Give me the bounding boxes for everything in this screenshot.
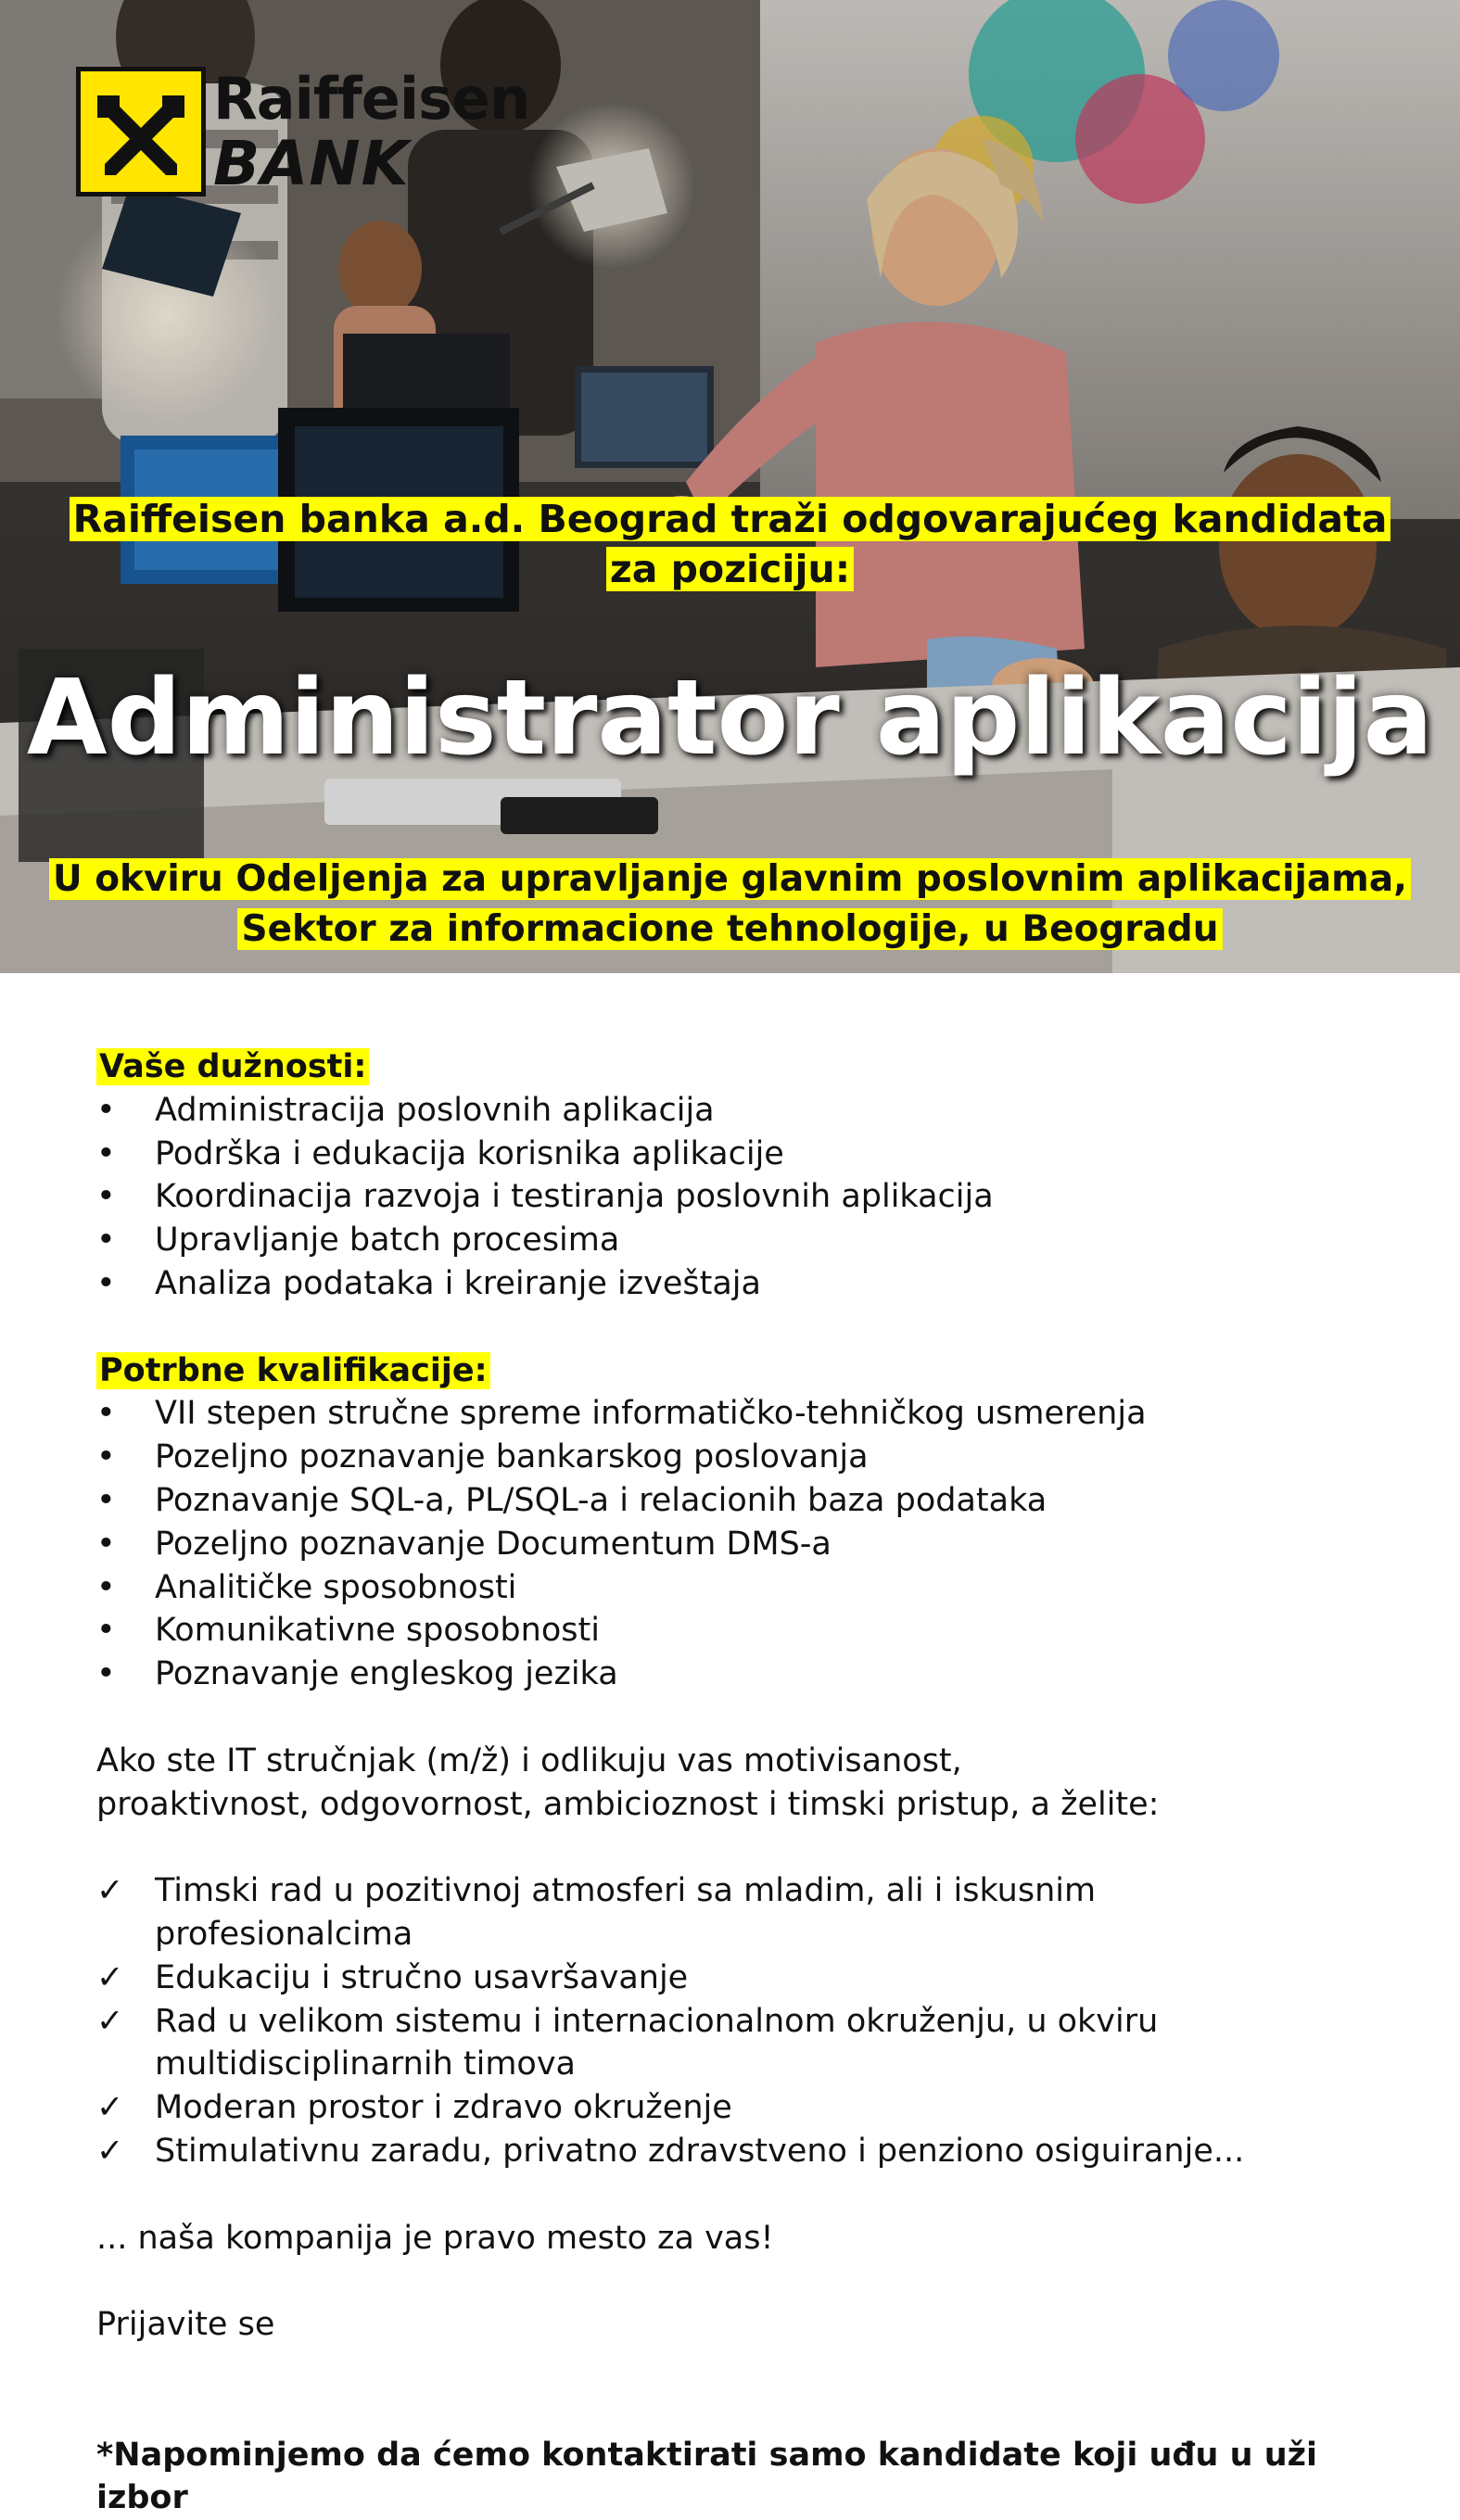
footnote: *Napominjemo da ćemo kontaktirati samo kandidate koji uđu u uži izbor bbox=[96, 2434, 1320, 2520]
offer-list bbox=[96, 1869, 1329, 2173]
qualifications-heading: Potrbne kvalifikacije: bbox=[96, 1349, 1376, 1393]
list-item: ✓ Timski rad u pozitivnoj atmosferi sa mladim, ali i iskusnim profesionalcima bbox=[96, 1869, 1329, 1956]
bullet-icon: • bbox=[96, 1262, 133, 1306]
bullet-icon: • bbox=[96, 1653, 133, 1696]
closing-text: ... naša kompanija je pravo mesto za vas! bbox=[96, 2217, 1376, 2260]
list-item: • Analiza podataka i kreiranje izveštaja bbox=[96, 1262, 1376, 1306]
bullet-icon: • bbox=[96, 1479, 133, 1523]
bullet-icon: • bbox=[96, 1436, 133, 1479]
hero-intro-text: Raiffeisen banka a.d. Beograd traži odgovarajućeg kandidata za poziciju: bbox=[70, 497, 1391, 591]
logo-wordmark bbox=[213, 67, 640, 196]
list-item: ✓ Rad u velikom sistemu i internacionalnom okruženju, u okviru multidisciplinarnih timova bbox=[96, 2000, 1329, 2087]
list-item: ✓ Moderan prostor i zdravo okruženje bbox=[96, 2086, 1329, 2130]
bullet-icon: • bbox=[96, 1566, 133, 1610]
hero-intro bbox=[56, 494, 1404, 594]
list-item: ✓ Stimulativnu zaradu, privatno zdravstveno i penziono osiguiranje... bbox=[96, 2130, 1329, 2173]
department-info bbox=[28, 855, 1432, 955]
bullet-icon: • bbox=[96, 1089, 133, 1133]
list-item: • Poznavanje engleskog jezika bbox=[96, 1653, 1376, 1696]
list-item: • Poznavanje SQL-a, PL/SQL-a i relacionih baza podataka bbox=[96, 1479, 1376, 1523]
list-item: • Komunikativne sposobnosti bbox=[96, 1609, 1376, 1653]
duties-list bbox=[96, 1089, 1376, 1306]
check-icon: ✓ bbox=[96, 2000, 133, 2044]
bullet-icon: • bbox=[96, 1392, 133, 1436]
duties-heading: Vaše dužnosti: bbox=[96, 1045, 1376, 1089]
department-text: U okviru Odeljenja za upravljanje glavnim poslovnim aplikacijama, Sektor za informacione tehnologije, u Beogradu bbox=[49, 858, 1411, 950]
list-item: • Koordinacija razvoja i testiranja poslovnih aplikacija bbox=[96, 1175, 1376, 1219]
list-item: • Pozeljno poznavanje bankarskog poslovanja bbox=[96, 1436, 1376, 1479]
check-icon: ✓ bbox=[96, 2130, 133, 2173]
list-item: • Administracija poslovnih aplikacija bbox=[96, 1089, 1376, 1133]
bullet-icon: • bbox=[96, 1219, 133, 1262]
bullet-icon: • bbox=[96, 1175, 133, 1219]
gables-cross-icon bbox=[76, 67, 206, 196]
ad-content bbox=[96, 1045, 1376, 2520]
check-icon: ✓ bbox=[96, 2086, 133, 2130]
list-item: • VII stepen stručne spreme informatičko-tehničkog usmerenja bbox=[96, 1392, 1376, 1436]
bullet-icon: • bbox=[96, 1133, 133, 1176]
check-icon: ✓ bbox=[96, 1869, 133, 1913]
offer-intro-line2: proaktivnost, odgovornost, ambicioznost i timski pristup, a želite: bbox=[96, 1783, 1376, 1827]
bullet-icon: • bbox=[96, 1523, 133, 1566]
bullet-icon: • bbox=[96, 1609, 133, 1653]
hero-banner bbox=[0, 0, 1460, 973]
list-item: • Upravljanje batch procesima bbox=[96, 1219, 1376, 1262]
offer-intro-line1: Ako ste IT stručnjak (m/ž) i odlikuju vas motivisanost, bbox=[96, 1740, 1376, 1783]
list-item: • Pozeljno poznavanje Documentum DMS-a bbox=[96, 1523, 1376, 1566]
qualifications-list bbox=[96, 1392, 1376, 1696]
logo-line1: Raiffeisen bbox=[213, 67, 640, 132]
list-item: • Analitičke sposobnosti bbox=[96, 1566, 1376, 1610]
list-item: • Podrška i edukacija korisnika aplikacije bbox=[96, 1133, 1376, 1176]
apply-link[interactable]: Prijavite se bbox=[96, 2303, 1376, 2347]
job-title: Administrator aplikacija bbox=[0, 653, 1460, 783]
check-icon: ✓ bbox=[96, 1956, 133, 2000]
logo-line2: BANK bbox=[213, 132, 640, 196]
list-item: ✓ Edukaciju i stručno usavršavanje bbox=[96, 1956, 1329, 2000]
